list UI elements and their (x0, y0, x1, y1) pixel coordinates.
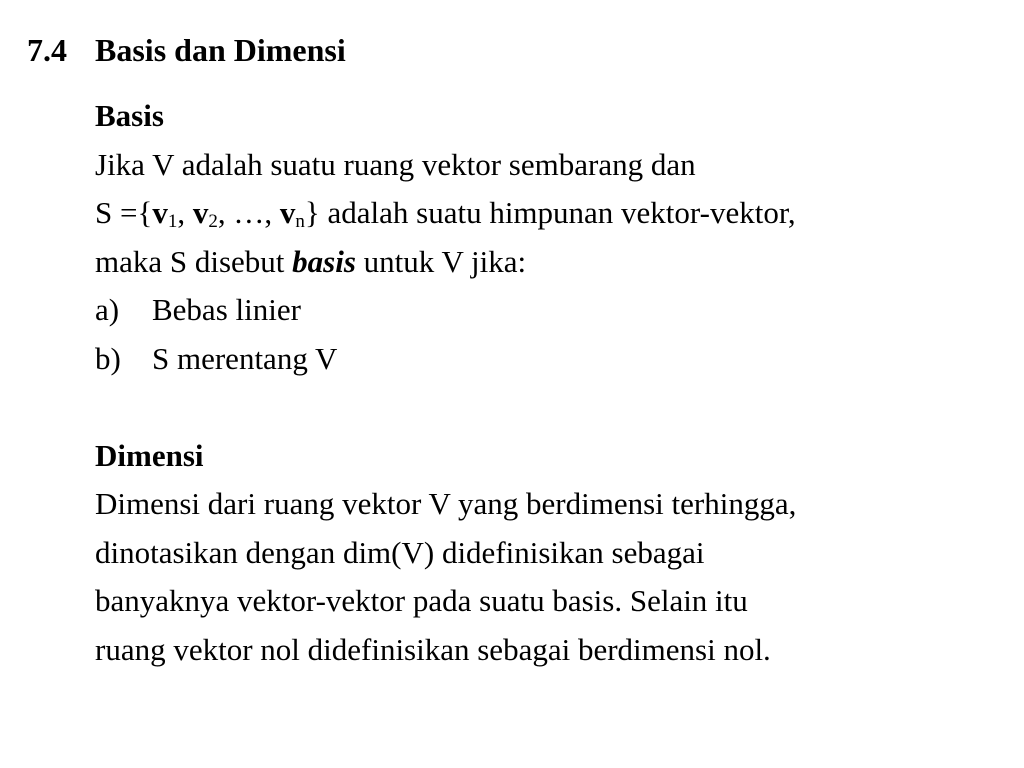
set-ellipsis: , …, (217, 195, 280, 230)
vector-v1-subscript: 1 (167, 211, 178, 232)
condition-item-b (95, 335, 1005, 384)
vector-v2-subscript: 2 (208, 211, 218, 232)
basis-heading: Basis (95, 98, 164, 133)
condition-marker: b) (95, 340, 121, 376)
set-comma: , (177, 195, 193, 230)
vector-v2: v (192, 195, 209, 230)
condition-text: S merentang V (152, 340, 338, 376)
section-title: Basis dan Dimensi (95, 32, 346, 68)
set-suffix: } adalah suatu himpunan vektor-vektor, (304, 195, 796, 230)
basis-emphasis: basis (292, 243, 356, 279)
dimensi-text-line-2: dinotasikan dengan dim(V) didefinisikan sebagai (95, 534, 705, 570)
condition-text: Bebas linier (152, 292, 301, 327)
section-spacer (95, 383, 1005, 432)
section-number: 7.4 (27, 32, 67, 68)
dimensi-text-line-1: Dimensi dari ruang vektor V yang berdimensi terhingga, (95, 486, 797, 521)
slide-content (95, 92, 1005, 674)
slide-title (27, 28, 346, 72)
basis-definition-line-3 (95, 238, 1005, 287)
vector-vn-subscript: n (295, 211, 305, 232)
basis-definition-line-1: Jika V adalah suatu ruang vektor sembarang dan (95, 146, 696, 182)
condition-marker: a) (95, 292, 120, 327)
line3-before: maka S disebut (95, 243, 293, 279)
set-prefix: S ={ (95, 195, 153, 230)
line3-after: untuk V jika: (355, 243, 527, 279)
basis-definition-line-2 (95, 189, 1005, 238)
dimensi-text-line-3: banyaknya vektor-vektor pada suatu basis. Selain itu (95, 583, 748, 618)
vector-v1: v (152, 195, 168, 230)
vector-vn: v (279, 195, 296, 230)
dimensi-text-line-4: ruang vektor nol didefinisikan sebagai berdimensi nol. (95, 631, 771, 667)
dimensi-heading: Dimensi (95, 437, 204, 473)
condition-item-a (95, 286, 1005, 335)
